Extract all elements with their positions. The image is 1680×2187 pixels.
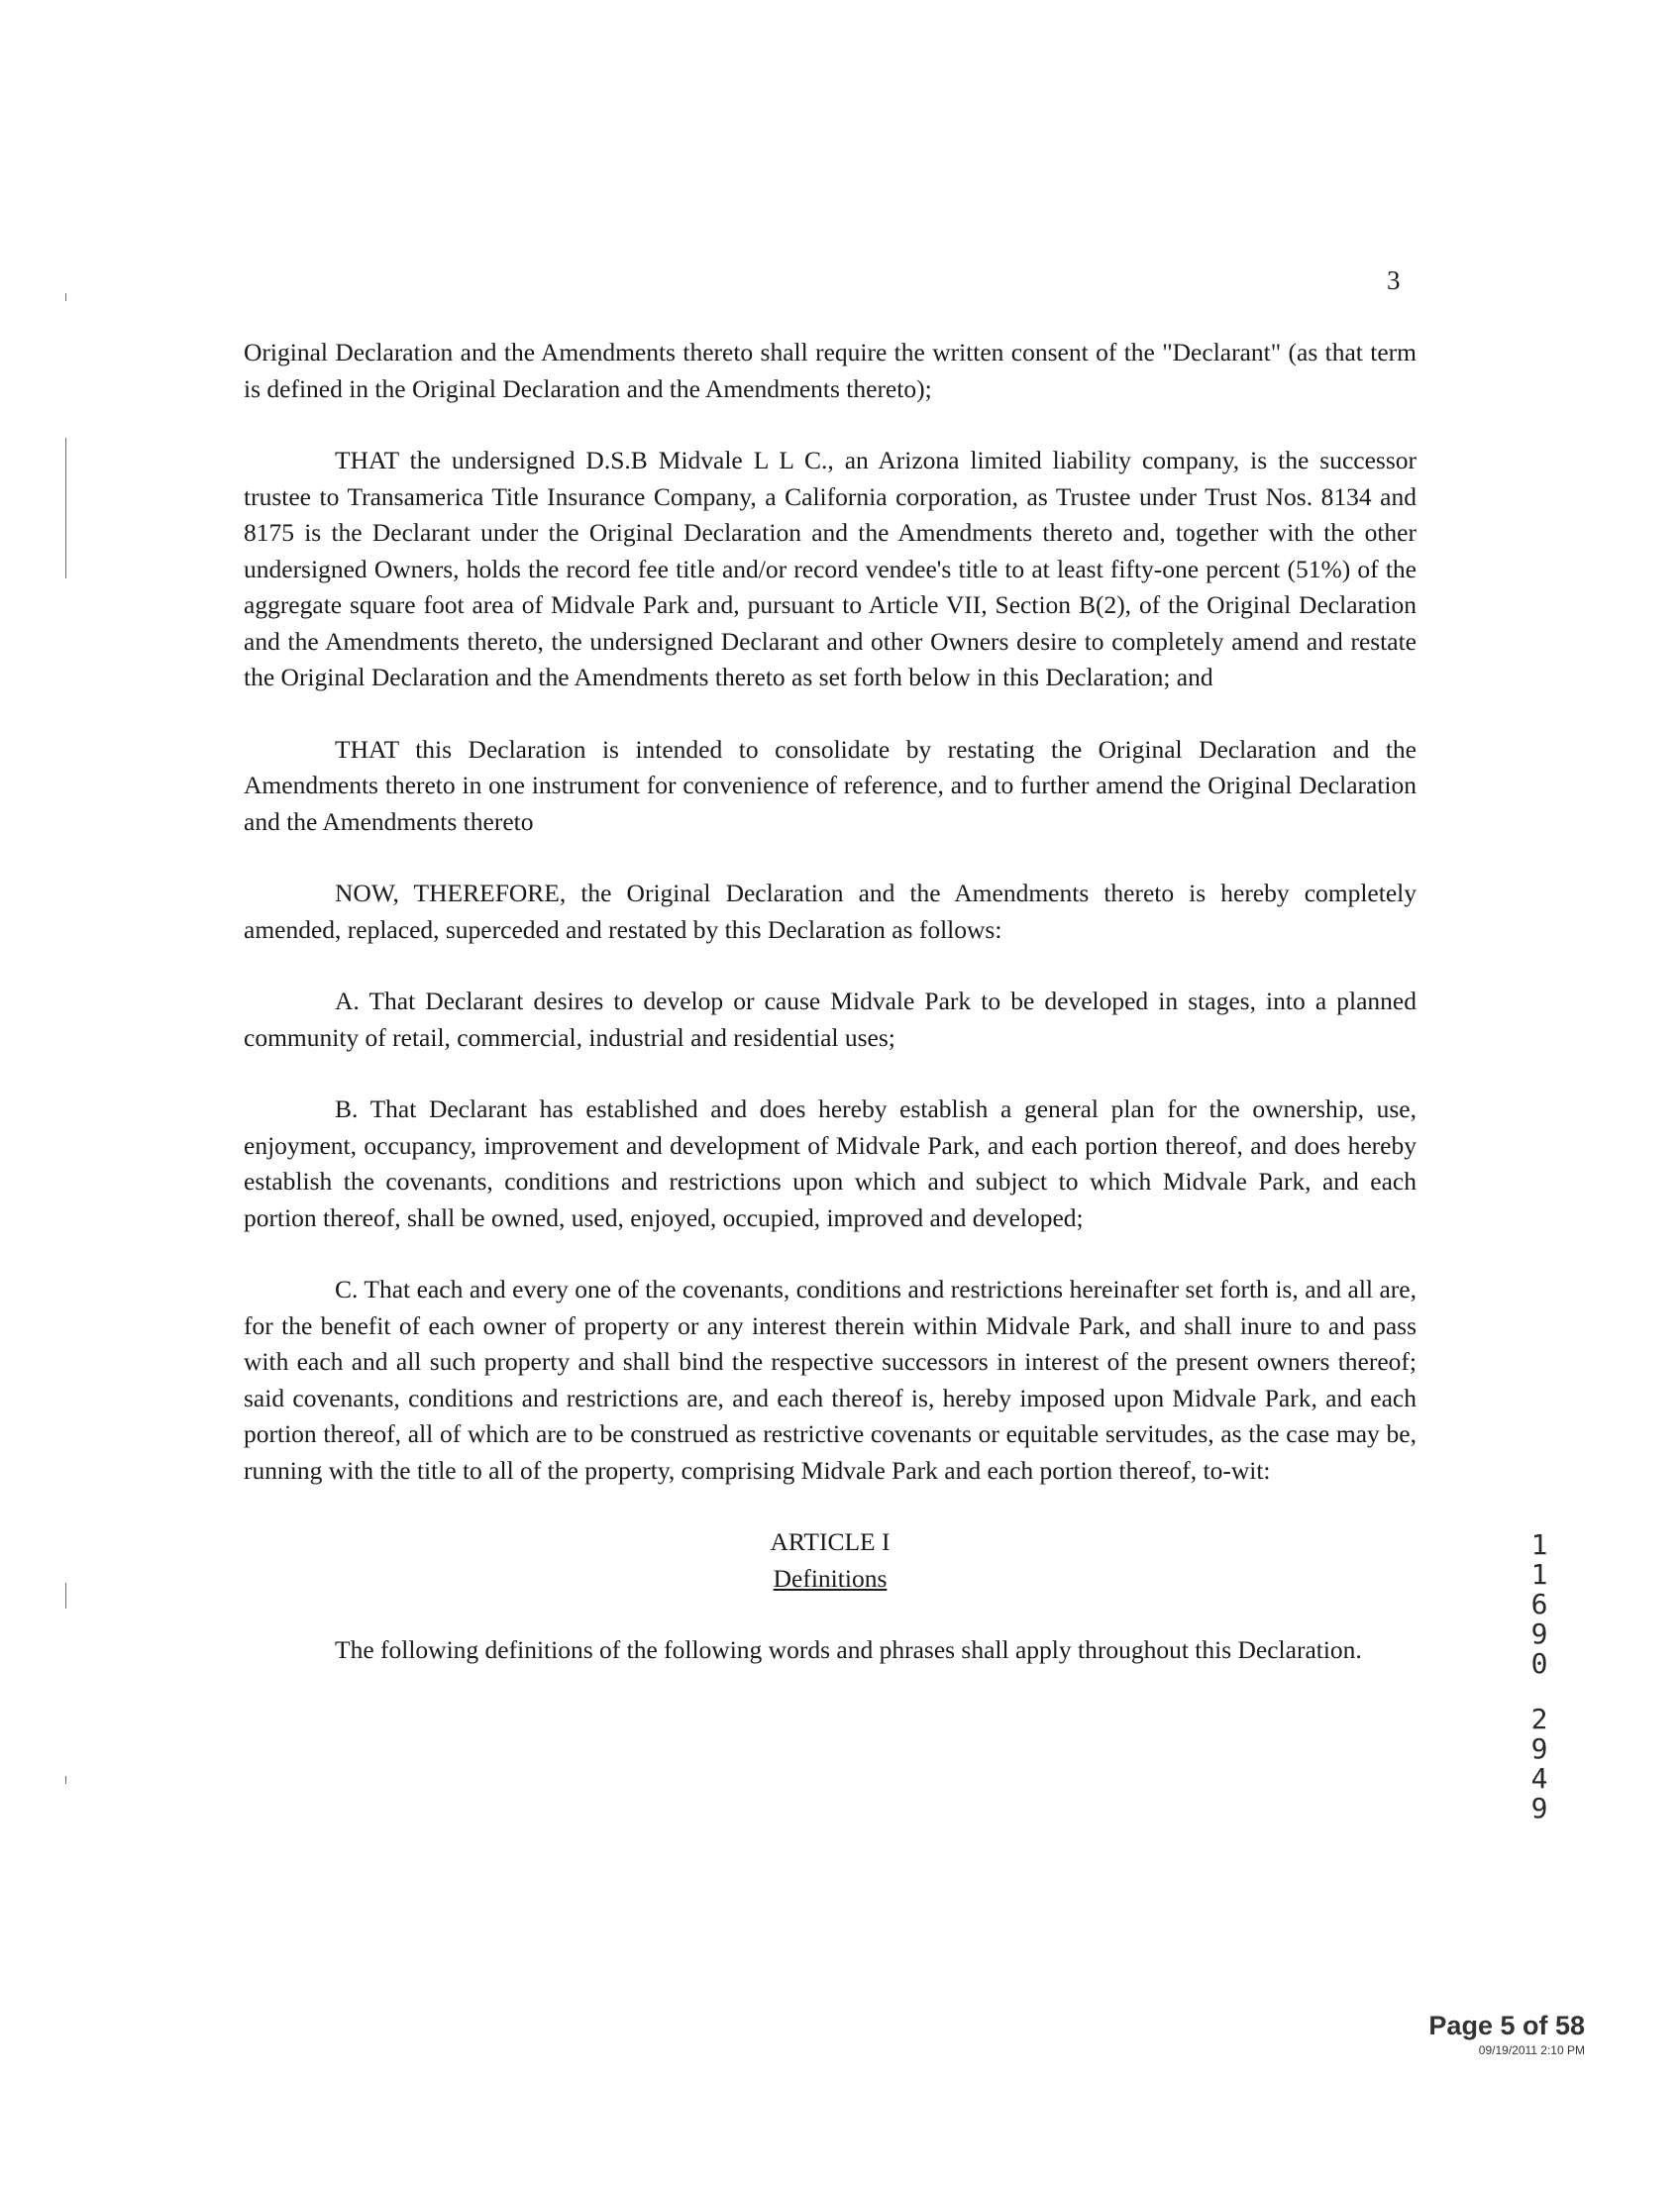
paragraph-continuation: Original Declaration and the Amendments thereto shall require the written consent of the "Declarant" (as that term is defined in the Original Declaration and the Amendments thereto); [244, 338, 1417, 403]
recording-number [1527, 1530, 1551, 1823]
paragraph-a: A. That Declarant desires to develop or cause Midvale Park to be developed in stages, into a planned community of retail, commercial, industrial and residential uses; [244, 987, 1417, 1052]
paragraph-c: C. That each and every one of the covenants, conditions and restrictions hereinafter set forth is, and all are, for the benefit of each owner of property or any interest therein within Midvale Park, and shall inure to and pass with each and all such property and shall bind the respective successors in interest of the present owners thereof; said covenants, conditions and restrictions are, and each thereof is, hereby imposed upon Midvale Park, and each portion thereof, all of which are to be construed as restrictive covenants or equitable servitudes, as the case may be, running with the title to all of the property, comprising Midvale Park and each portion thereof, to-wit: [244, 1275, 1417, 1485]
article-title: ARTICLE I [770, 1527, 891, 1556]
recording-digit: 0 [1530, 1647, 1548, 1680]
page-number: 3 [1387, 265, 1401, 295]
recording-digit: 6 [1530, 1588, 1548, 1620]
scan-margin-mark [65, 1583, 66, 1609]
scan-margin-mark [65, 1776, 66, 1784]
paragraph-now-therefore: NOW, THEREFORE, the Original Declaration and the Amendments thereto is hereby completely amended, replaced, superceded and restated by this Declaration as follows: [244, 879, 1417, 944]
recording-digit: 9 [1530, 1792, 1548, 1824]
scan-margin-mark [65, 293, 66, 301]
recording-digit: 9 [1530, 1617, 1548, 1650]
paragraph-that-undersigned: THAT the undersigned D.S.B Midvale L L C., an Arizona limited liability company, is the successor trustee to Transamerica Title Insurance Company, a California corporation, as Trustee under Trust Nos. 8134 and 8175 is the Declarant under the Original Declaration and the Amendments thereto and, together with the other undersigned Owners, holds the record fee title and/or record vendee's title to at least fifty-one percent (51%) of the aggregate square foot area of Midvale Park and, pursuant to Article VII, Section B(2), of the Original Declaration and the Amendments thereto, the undersigned Declarant and other Owners desire to completely amend and restate the Original Declaration and the Amendments thereto as set forth below in this Declaration; and [244, 446, 1417, 691]
paragraph-b: B. That Declarant has established and does hereby establish a general plan for the ownership, use, enjoyment, occupancy, improvement and development of Midvale Park, and each portion thereof, and does hereby establish the covenants, conditions and restrictions upon which and subject to which Midvale Park, and each portion thereof, shall be owned, used, enjoyed, occupied, improved and developed; [244, 1094, 1417, 1232]
recording-digit: 9 [1530, 1732, 1548, 1765]
print-timestamp: 09/19/2011 2:10 PM [1478, 2043, 1585, 2057]
recording-digit: 1 [1530, 1558, 1548, 1591]
document-body [244, 335, 1417, 1705]
article-subtitle: Definitions [773, 1563, 888, 1593]
article-heading [244, 1524, 1417, 1597]
paragraph-definitions-intro: The following definitions of the following words and phrases shall apply throughout this Declaration. [335, 1635, 1362, 1664]
paragraph-that-consolidate: THAT this Declaration is intended to consolidate by restating the Original Declaration and the Amendments thereto in one instrument for convenience of reference, and to further amend the Original Declaration and the Amendments thereto [244, 734, 1417, 836]
scan-margin-mark [65, 438, 66, 578]
recording-digit: 2 [1530, 1703, 1548, 1735]
page-of-total: Page 5 of 58 [1428, 2011, 1585, 2040]
recording-gap [1527, 1679, 1551, 1705]
page-footer [1428, 2011, 1585, 2057]
recording-digit: 4 [1530, 1762, 1548, 1795]
recording-digit: 1 [1530, 1528, 1548, 1561]
